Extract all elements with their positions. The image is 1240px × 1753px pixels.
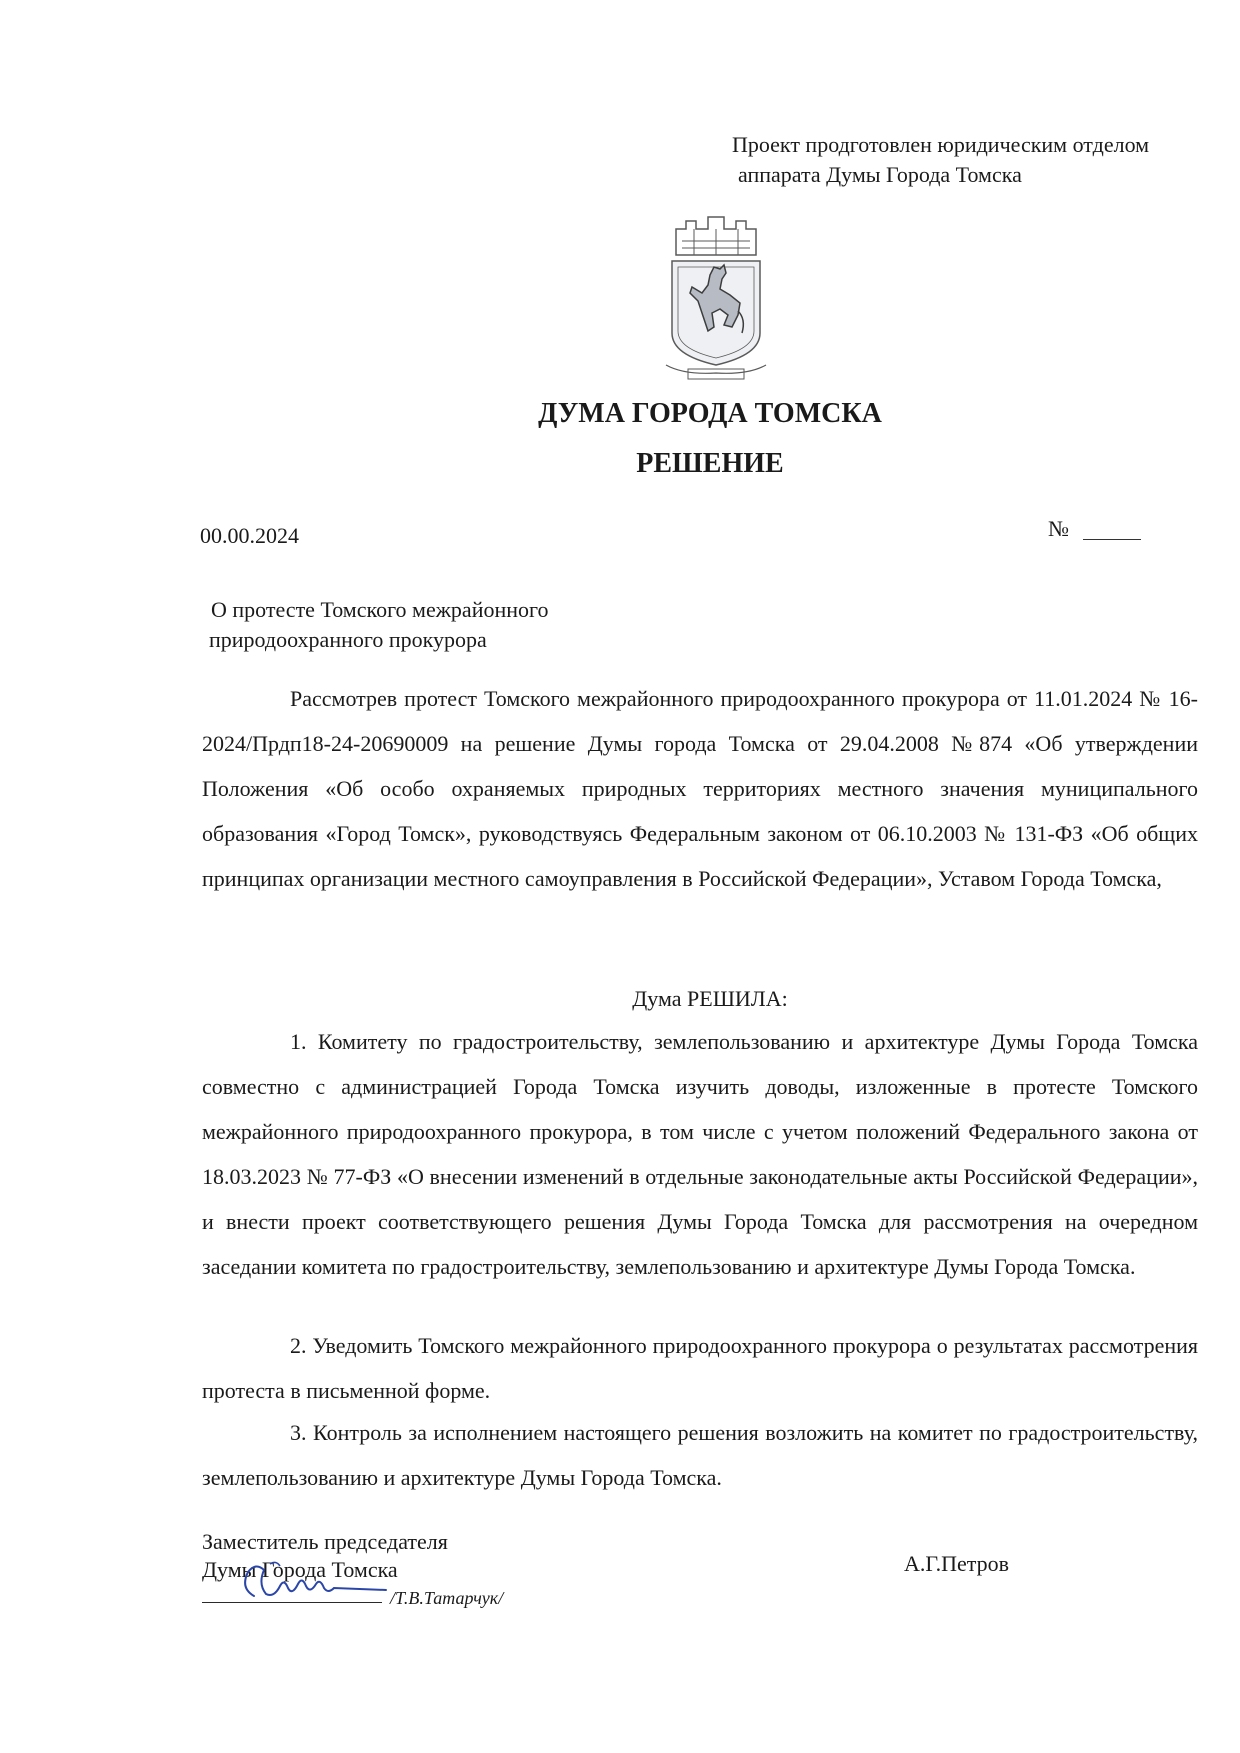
- signatory-name: А.Г.Петров: [904, 1551, 1010, 1576]
- header-note: [732, 130, 1149, 190]
- executor-name: /Т.В.Татарчук/: [390, 1588, 504, 1608]
- document-subject: [211, 595, 549, 655]
- document-date: 00.00.2024: [200, 523, 299, 548]
- preamble-paragraph: Рассмотрев протест Томского межрайонного природоохранного прокурора от 11.01.2024 № 16-2024/Прдп18-24-20690009 на решение Думы города Томска от 29.04.2008 №874 «Об утверждении Положения «Об особо охраняемых природных территориях местного значения муниципального образования «Город Томск», руководствуясь Федеральным законом от 06.10.2003 № 131-ФЗ «Об общих принципах организации местного самоуправления в Российской Федерации», Уставом Города Томска,: [202, 686, 1198, 891]
- resolved-heading: Дума РЕШИЛА:: [632, 986, 788, 1011]
- signatory-position-line-1: Заместитель председателя: [202, 1529, 448, 1554]
- document-type-title: РЕШЕНИЕ: [636, 448, 784, 479]
- document-number-blank: [1083, 539, 1141, 540]
- signatory-position-line-2: Думы Города Томска: [202, 1557, 398, 1582]
- header-note-line-1: Проект продготовлен юридическим отделом: [732, 132, 1150, 157]
- header-note-line-2: аппарата Думы Города Томска: [738, 162, 1022, 187]
- tomsk-coat-of-arms-icon: [664, 215, 768, 383]
- handwritten-signature-icon: [236, 1558, 396, 1608]
- subject-line-1: О протесте Томского межрайонного: [211, 597, 549, 622]
- document-number-label: №: [1048, 516, 1069, 541]
- organization-title: ДУМА ГОРОДА ТОМСКА: [538, 398, 882, 429]
- resolution-point-2: 2. Уведомить Томского межрайонного природоохранного прокурора о результатах рассмотрения протеста в письменной форме.: [202, 1333, 1198, 1403]
- subject-line-2: природоохранного прокурора: [209, 627, 487, 652]
- resolution-point-3: 3. Контроль за исполнением настоящего решения возложить на комитет по градостроительству, землепользованию и архитектуре Думы Города Томска.: [202, 1420, 1198, 1490]
- resolution-point-1: 1. Комитету по градостроительству, землепользованию и архитектуре Думы Города Томска совместно с администрацией Города Томска изучить доводы, изложенные в протесте Томского межрайонного природоохранного прокурора, в том числе с учетом положений Федерального закона от 18.03.2023 № 77-ФЗ «О внесении изменений в отдельные законодательные акты Российской Федерации», и внести проект соответствующего решения Думы Города Томска для рассмотрения на очередном заседании комитета по градостроительству, землепользованию и архитектуре Думы Города Томска.: [202, 1029, 1198, 1279]
